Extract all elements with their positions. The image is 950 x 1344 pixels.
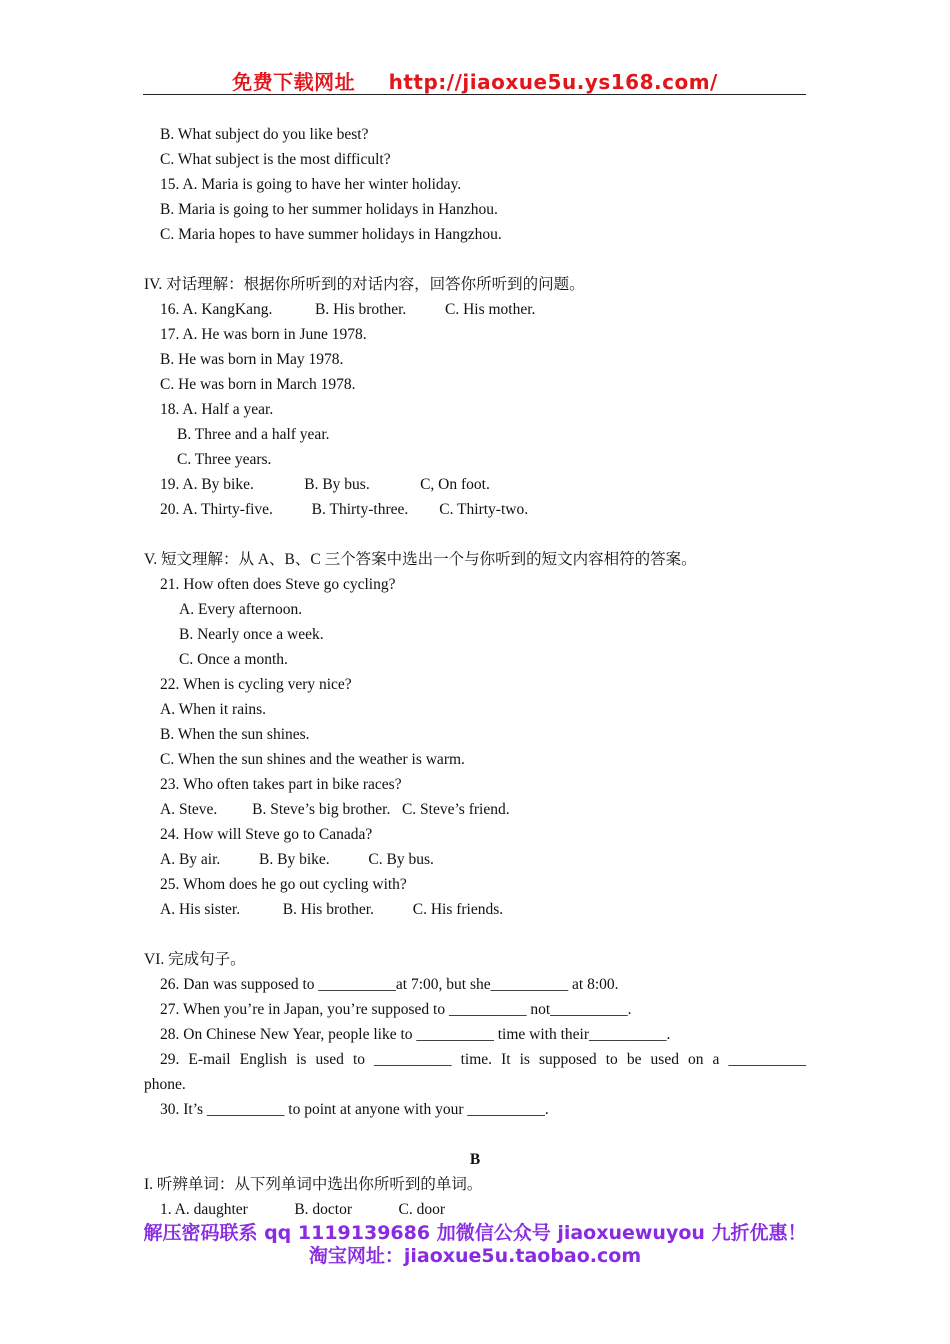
text-line: 25. Whom does he go out cycling with? — [160, 876, 407, 893]
blank-line — [144, 522, 806, 547]
text-line: C. Once a month. — [179, 651, 288, 668]
word: It — [501, 1051, 511, 1068]
text-line: 23. Who often takes part in bike races? — [160, 776, 402, 793]
word: __________ — [374, 1051, 452, 1068]
word: E-mail — [188, 1051, 231, 1068]
text-line: B. When the sun shines. — [160, 726, 310, 743]
word: supposed — [538, 1051, 597, 1068]
text-line: 21. How often does Steve go cycling? — [160, 576, 396, 593]
text-line: V. 短文理解：从 A、B、C 三个答案中选出一个与你听到的短文内容相符的答案。 — [144, 551, 697, 568]
text-line: phone. — [144, 1076, 186, 1093]
word: to — [605, 1051, 618, 1068]
text-line: A. Every afternoon. — [179, 601, 303, 618]
text-line: 28. On Chinese New Year, people like to __________ time with their__________. — [160, 1026, 671, 1043]
text-line: 27. When you’re in Japan, you’re supposed to __________ not__________. — [160, 1001, 632, 1018]
word: on — [688, 1051, 704, 1068]
text-line: 24. How will Steve go to Canada? — [160, 826, 373, 843]
text-line: I. 听辨单词：从下列单词中选出你所听到的单词。 — [144, 1176, 483, 1193]
word: is — [519, 1051, 530, 1068]
word: to — [352, 1051, 365, 1068]
word: a — [712, 1051, 720, 1068]
blank-line — [144, 247, 806, 272]
word: used — [315, 1051, 344, 1068]
word: used — [650, 1051, 679, 1068]
text-line: B. Maria is going to her summer holidays in Hanzhou. — [160, 201, 498, 218]
text-line: A. His sister. B. His brother. C. His friends. — [160, 901, 504, 918]
text-line: A. When it rains. — [160, 701, 267, 718]
text-line: 19. A. By bike. B. By bus. C, On foot. — [160, 476, 490, 493]
word: time. — [460, 1051, 493, 1068]
header-url-link[interactable]: http://jiaoxue5u.ys168.com/ — [388, 70, 718, 94]
text-line: 30. It’s __________ to point at anyone with your __________. — [160, 1101, 549, 1118]
text-line: 16. A. KangKang. B. His brother. C. His mother. — [160, 301, 536, 318]
document-body — [144, 122, 806, 1222]
text-line: VI. 完成句子。 — [144, 951, 246, 968]
word: __________ — [728, 1051, 806, 1068]
text-line: 20. A. Thirty-five. B. Thirty-three. C. Thirty-two. — [160, 501, 529, 518]
header-banner — [0, 66, 950, 95]
text-line: 15. A. Maria is going to have her winter holiday. — [160, 176, 462, 193]
text-line: 18. A. Half a year. — [160, 401, 274, 418]
header-divider — [143, 94, 806, 95]
text-line: A. Steve. B. Steve’s big brother. C. Steve’s friend. — [160, 801, 510, 818]
text-line: 17. A. He was born in June 1978. — [160, 326, 367, 343]
word: 29. — [160, 1051, 180, 1068]
text-line: B. He was born in May 1978. — [160, 351, 344, 368]
text-line: A. By air. B. By bike. C. By bus. — [160, 851, 434, 868]
text-line: C. When the sun shines and the weather is warm. — [160, 751, 465, 768]
text-line: B — [469, 1151, 481, 1168]
footer-contact-line: 解压密码联系 qq 1119139686 加微信公众号 jiaoxuewuyou 九折优惠！ — [143, 1222, 807, 1244]
text-line: B. What subject do you like best? — [160, 126, 369, 143]
footer-shop-link[interactable]: 淘宝网址：jiaoxue5u.taobao.com — [308, 1245, 642, 1267]
text-line: C. Three years. — [177, 451, 272, 468]
text-line: IV. 对话理解：根据你所听到的对话内容，回答你所听到的问题。 — [144, 276, 585, 293]
blank-line — [144, 1122, 806, 1147]
text-line: 1. A. daughter B. doctor C. door — [160, 1201, 446, 1218]
word: be — [626, 1051, 642, 1068]
text-line: B. Nearly once a week. — [179, 626, 324, 643]
word: is — [296, 1051, 307, 1068]
text-line: 26. Dan was supposed to __________at 7:00, but she__________ at 8:00. — [160, 976, 619, 993]
text-line: C. Maria hopes to have summer holidays in Hangzhou. — [160, 226, 502, 243]
text-line: B. Three and a half year. — [177, 426, 330, 443]
header-title: 免费下载网址 — [232, 70, 356, 94]
text-line: C. He was born in March 1978. — [160, 376, 356, 393]
text-line — [144, 1047, 806, 1072]
word: English — [239, 1051, 288, 1068]
text-line: C. What subject is the most difficult? — [160, 151, 391, 168]
text-line: 22. When is cycling very nice? — [160, 676, 352, 693]
blank-line — [144, 922, 806, 947]
